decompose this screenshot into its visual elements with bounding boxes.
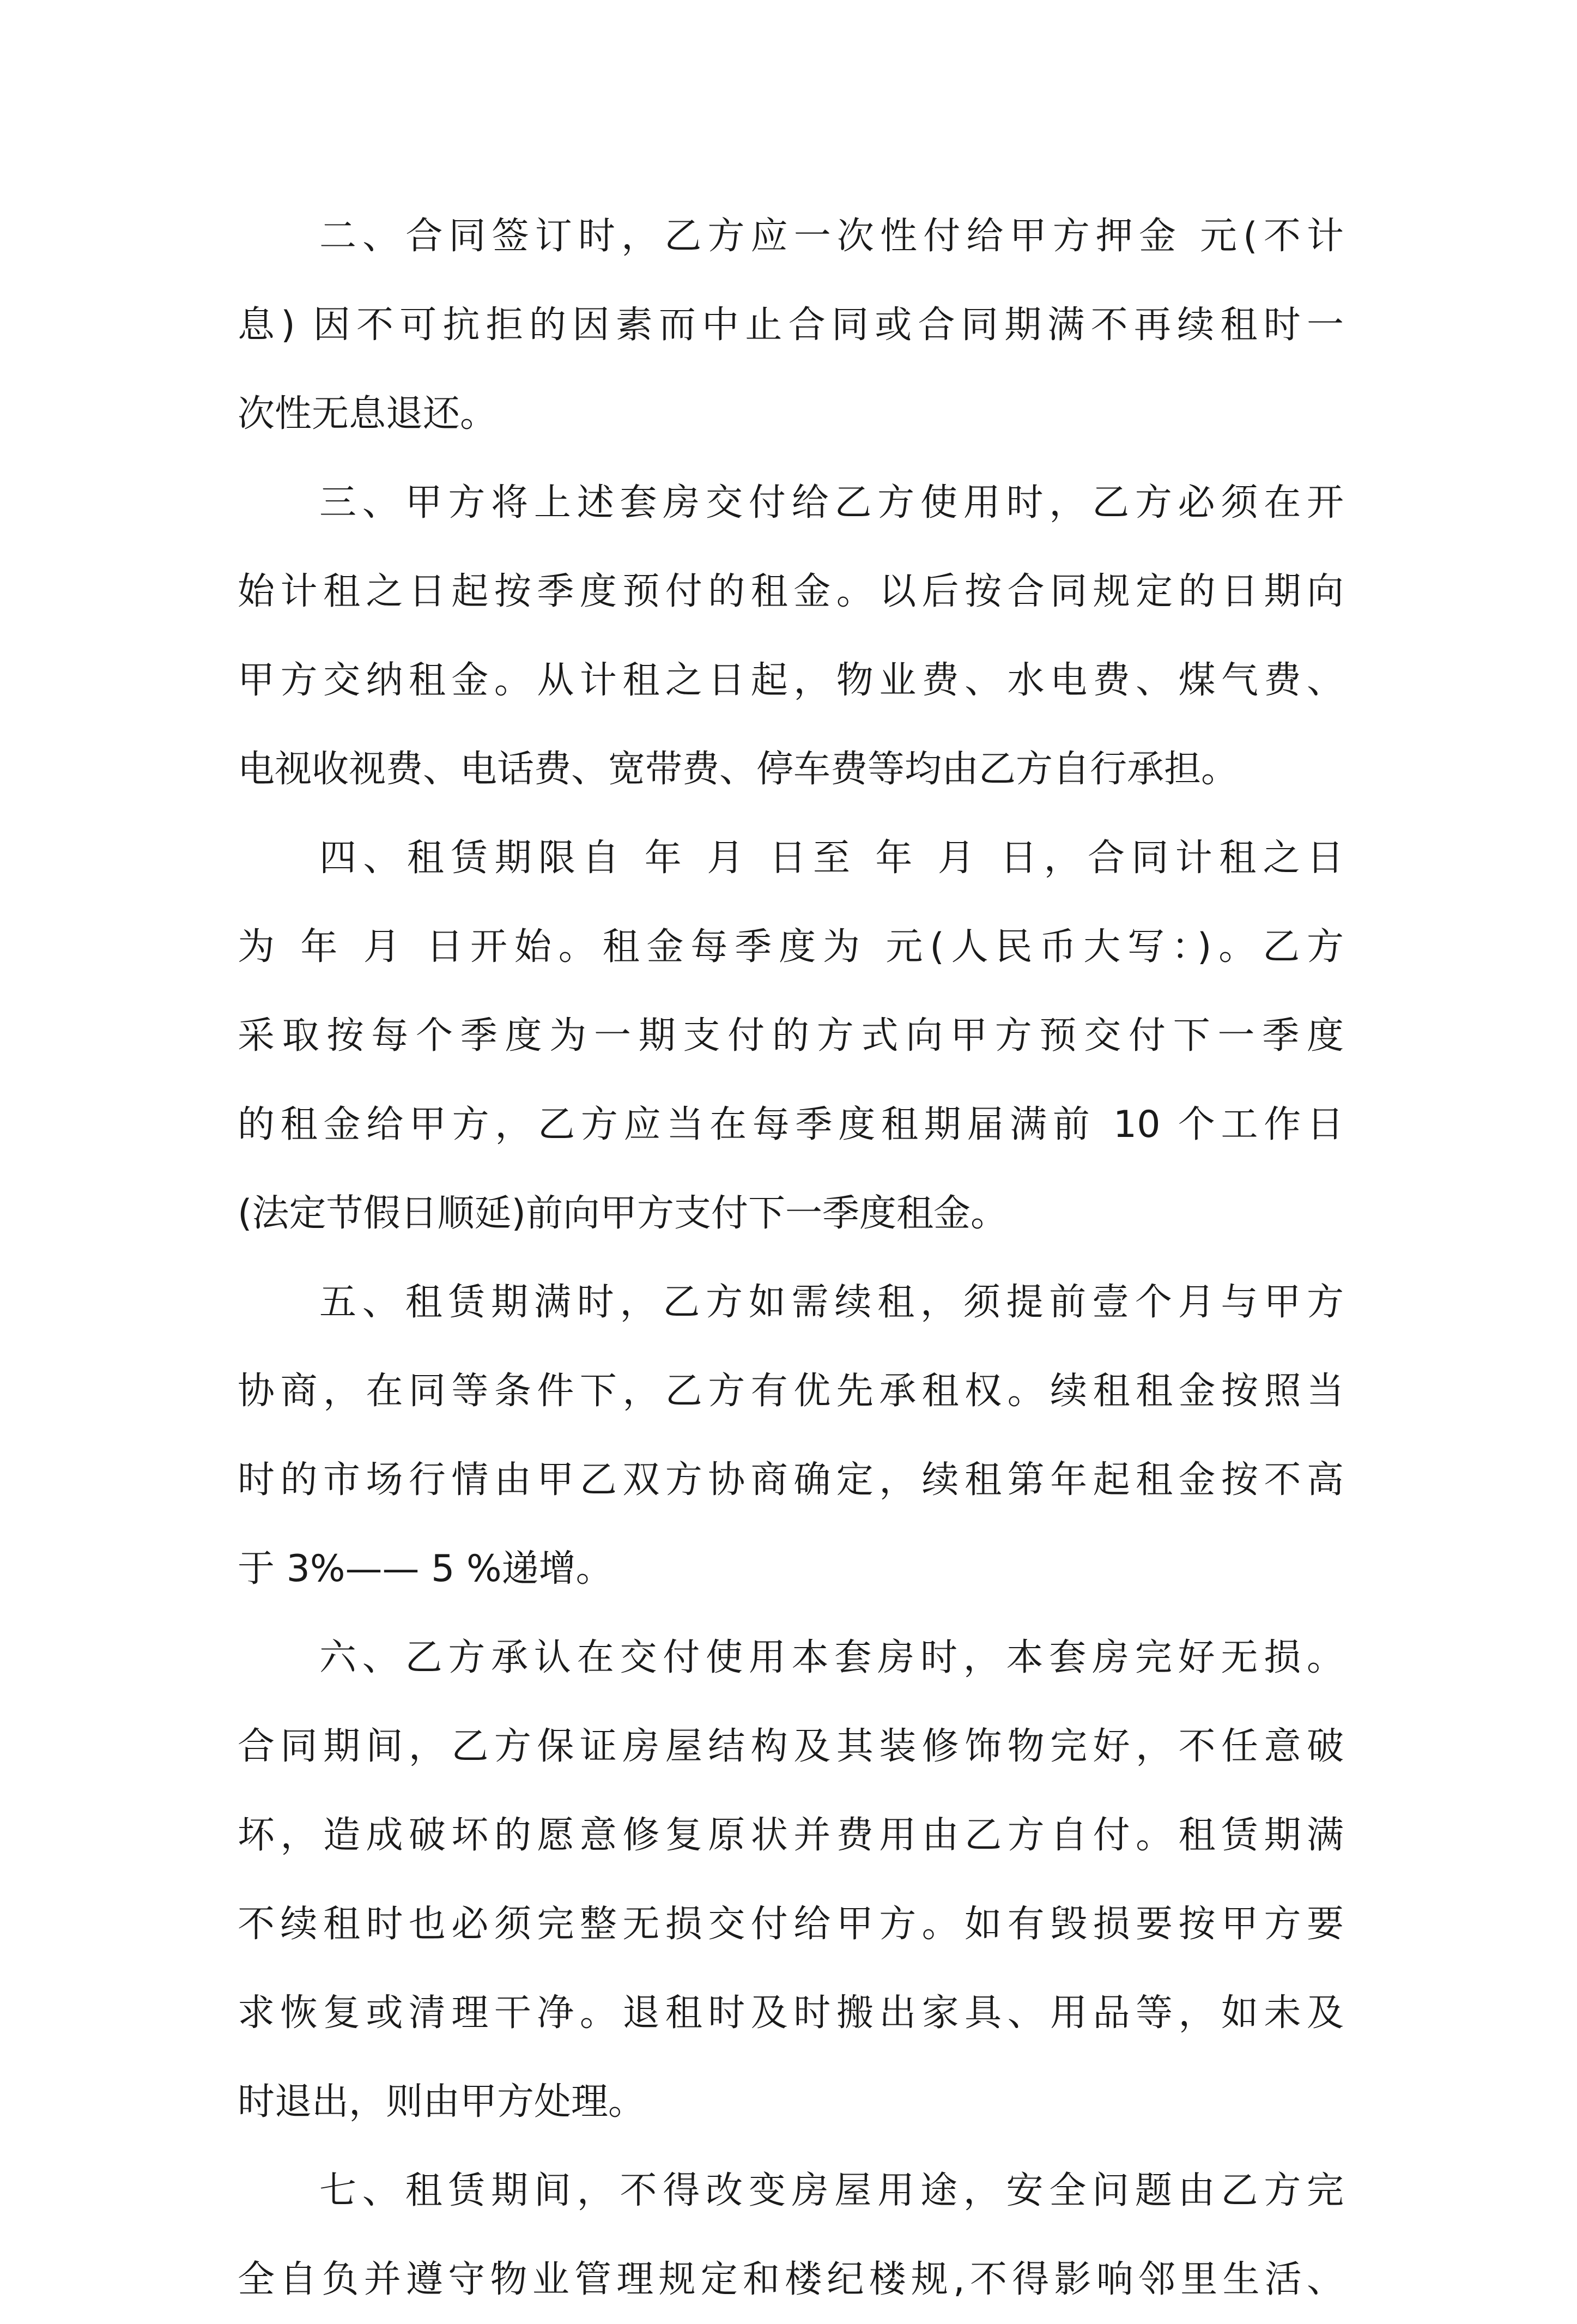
text-line: 次性无息退还。: [238, 392, 498, 435]
text-line: 七、租赁期间，不得改变房屋用途，安全问题由乙方完: [319, 2169, 1344, 2212]
text-line: 二、合同签订时，乙方应一次性付给甲方押金 元(不计: [319, 215, 1344, 258]
text-line: 坏，造成破坏的愿意修复原状并费用由乙方自付。租赁期满: [238, 1814, 1344, 1857]
text-line: 五、租赁期满时，乙方如需续租，须提前壹个月与甲方: [319, 1281, 1344, 1324]
text-line: 的租金给甲方，乙方应当在每季度租期届满前 10 个工作日: [238, 1103, 1344, 1146]
text-line: 全自负并遵守物业管理规定和楼纪楼规,不得影响邻里生活、: [238, 2258, 1344, 2301]
text-line: 为 年 月 日开始。租金每季度为 元(人民币大写：)。乙方: [238, 925, 1344, 969]
text-line: (法定节假日顺延)前向甲方支付下一季度租金。: [238, 1192, 1008, 1235]
text-line: 甲方交纳租金。从计租之日起，物业费、水电费、煤气费、: [238, 659, 1344, 702]
text-line: 协商，在同等条件下，乙方有优先承租权。续租租金按照当: [238, 1370, 1344, 1413]
text-line: 时的市场行情由甲乙双方协商确定，续租第年起租金按不高: [238, 1458, 1344, 1502]
text-line: 不续租时也必须完整无损交付给甲方。如有毁损要按甲方要: [238, 1903, 1344, 1946]
text-line: 合同期间，乙方保证房屋结构及其装修饰物完好，不任意破: [238, 1725, 1344, 1768]
text-line: 时退出，则由甲方处理。: [238, 2080, 646, 2123]
text-line: 采取按每个季度为一期支付的方式向甲方预交付下一季度: [238, 1014, 1344, 1057]
text-line: 始计租之日起按季度预付的租金。以后按合同规定的日期向: [238, 570, 1344, 613]
text-line: 电视收视费、电话费、宽带费、停车费等均由乙方自行承担。: [238, 748, 1239, 791]
text-line: 三、甲方将上述套房交付给乙方使用时，乙方必须在开: [319, 481, 1344, 524]
text-line: 息) 因不可抗拒的因素而中止合同或合同期满不再续租时一: [238, 304, 1344, 347]
text-line: 于 3%—— 5 %递增。: [238, 1547, 613, 1590]
text-line: 六、乙方承认在交付使用本套房时，本套房完好无损。: [319, 1636, 1344, 1679]
text-line: 求恢复或清理干净。退租时及时搬出家具、用品等，如未及: [238, 1992, 1344, 2035]
text-line: 四、租赁期限自 年 月 日至 年 月 日，合同计租之日: [319, 837, 1344, 880]
contract-text: [238, 192, 1344, 2324]
